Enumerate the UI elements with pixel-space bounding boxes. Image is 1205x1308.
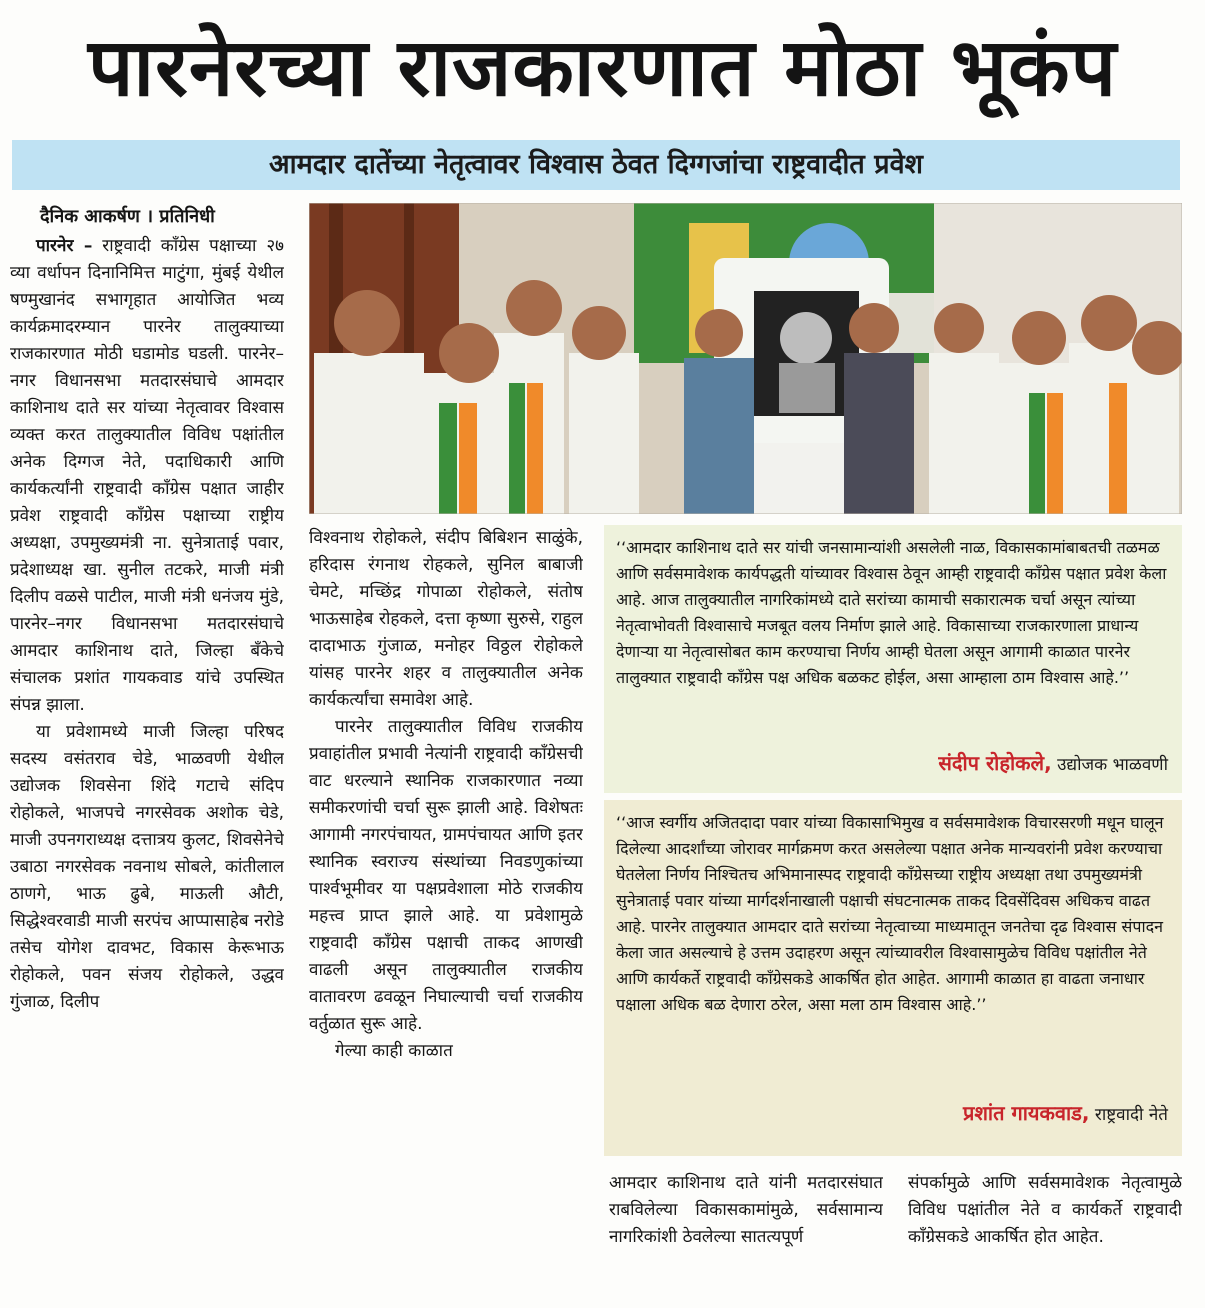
article-paragraph [10, 233, 284, 719]
subheadline-banner: आमदार दातेंच्या नेतृत्वावर विश्वास ठेवत दिग्गजांचा राष्ट्रवादीत प्रवेश [12, 140, 1180, 190]
byline: दैनिक आकर्षण । प्रतिनिधी [40, 206, 215, 227]
article-column-1 [10, 233, 284, 1299]
quote-text: ‘‘आमदार काशिनाथ दाते सर यांची जनसामान्यांशी असलेली नाळ, विकासकामांबाबतची तळमळ आणि सर्वसमावेशक कार्यपद्धती यांच्यावर विश्वास ठेवून आम्ही राष्ट्रवादी काँग्रेस पक्षात प्रवेश केला आहे. आज तालुक्यातील नागरिकांमध्ये दाते सरांच्या कामाची सकारात्मक चर्चा असून त्यांच्या नेतृत्वाभोवती विश्वासाचे मजबूत वलय निर्माण झाले आहे. विकासाच्या राजकारणाला प्राधान्य देणाऱ्या या नेतृत्वासोबत काम करण्याचा निर्णय आम्ही घेतला असून आगामी काळात पारनेर तालुक्यात राष्ट्रवादी काँग्रेस पक्ष अधिक बळकट होईल, असा आम्हाला ठाम विश्वास आहे.’’ [616, 538, 1167, 687]
dateline-place: पारनेर – [36, 236, 93, 256]
article-text: राष्ट्रवादी काँग्रेस पक्षाच्या २७ व्या वर्धापन दिनानिमित्त माटुंगा, मुंबई येथील षण्मुखानंद सभागृहात आयोजित भव्य कार्यक्रमादरम्यान पारनेर तालुक्याच्या राजकारणात मोठी घडामोड घडली. पारनेर–नगर विधानसभा मतदारसंघाचे आमदार काशिनाथ दाते सर यांच्या नेतृत्वावर विश्वास व्यक्त करत तालुक्यातील विविध पक्षांतील अनेक दिग्गज नेते, पदाधिकारी आणि कार्यकर्त्यांनी राष्ट्रवादी काँग्रेस पक्षात जाहीर प्रवेश राष्ट्रवादी काँग्रेस पक्षाच्या राष्ट्रीय अध्यक्षा, उपमुख्यमंत्री ना. सुनेत्राताई पवार, प्रदेशाध्यक्ष खा. सुनील तटकरे, माजी मंत्री दिलीप वळसे पाटील, माजी मंत्री धनंजय मुंडे, पारनेर–नगर विधानसभा मतदारसंघाचे आमदार काशिनाथ दाते, जिल्हा बँकेचे संचालक प्रशांत गायकवाड यांचे उपस्थित संपन्न झाला. [10, 236, 284, 715]
quote-signature [963, 1100, 1168, 1128]
article-paragraph: पारनेर तालुक्यातील विविध राजकीय प्रवाहांतील प्रभावी नेत्यांनी राष्ट्रवादी काँग्रेसची वाट धरल्याने स्थानिक राजकारणात नव्या समीकरणांची चर्चा सुरू झाली आहे. विशेषतः आगामी नगरपंचायत, ग्रामपंचायत आणि इतर स्थानिक स्वराज्य संस्थांच्या निवडणुकांच्या पार्श्वभूमीवर या पक्षप्रवेशाला मोठे राजकीय महत्त्व प्राप्त झाले आहे. या प्रवेशामुळे राष्ट्रवादी काँग्रेस पक्षाची ताकद आणखी वाढली असून तालुक्यातील राजकीय वातावरण ढवळून निघाल्याची चर्चा राजकीय वर्तुळात सुरू आहे. [309, 717, 583, 1034]
headline: पारनेरच्या राजकारणात मोठा भूकंप [87, 21, 1118, 114]
article-paragraph: संपर्कामुळे आणि सर्वसमावेशक नेतृत्वामुळे विविध पक्षांतील नेते व कार्यकर्ते राष्ट्रवादी काँग्रेसकडे आकर्षित होत आहेत. [908, 1173, 1182, 1247]
quote-author-name: संदीप रोहोकले, [938, 751, 1052, 775]
quote-signature [938, 750, 1168, 778]
article-column-2 [309, 525, 583, 1299]
article-column-4 [908, 1170, 1182, 1280]
group-photo-illustration [309, 203, 1182, 514]
quote-box-1 [604, 525, 1182, 793]
article-paragraph: या प्रवेशामध्ये माजी जिल्हा परिषद सदस्य वसंतराव चेडे, भाळवणी येथील उद्योजक शिवसेना शिंदे गटाचे संदिप रोहोकले, भाजपचे नगरसेवक अशोक चेडे, माजी उपनगराध्यक्ष दत्तात्रय कुलट, शिवसेनेचे उबाठा नगरसेवक नवनाथ सोबले, कांतीलाल ठाणगे, भाऊ ढुबे, माऊली औटी, सिद्धेश्वरवाडी माजी सरपंच आप्पासाहेब नरोडे तसेच योगेश दावभट, विकास केरूभाऊ रोहोकले, पवन संजय रोहोकले, उद्धव गुंजाळ, दिलीप [10, 722, 284, 1012]
article-column-3 [609, 1170, 883, 1280]
quote-box-2 [604, 800, 1182, 1156]
quote-author-role: उद्योजक भाळवणी [1051, 755, 1168, 775]
article-paragraph: आमदार काशिनाथ दाते यांनी मतदारसंघात राबविलेल्या विकासकामांमुळे, सर्वसामान्य नागरिकांशी ठेवलेल्या सातत्यपूर्ण [609, 1173, 883, 1247]
article-paragraph: गेल्या काही काळात [335, 1041, 453, 1061]
quote-author-role: राष्ट्रवादी नेते [1089, 1105, 1168, 1125]
event-photo [309, 203, 1182, 514]
article-paragraph: विश्वनाथ रोहोकले, संदीप बिबिशन साळुंके, हरिदास रंगनाथ रोहकले, सुनिल बाबाजी चेमटे, मच्छिंद्र गोपाळा रोहोकले, संतोष भाऊसाहेब रोहकले, दत्ता कृष्णा सुरुसे, राहुल दादाभाऊ गुंजाळ, मनोहर विठ्ठल रोहोकले यांसह पारनेर शहर व तालुक्यातील अनेक कार्यकर्त्यांचा समावेश आहे. [309, 528, 583, 710]
quote-author-name: प्रशांत गायकवाड, [962, 1101, 1090, 1125]
quote-text: ‘‘आज स्वर्गीय अजितदादा पवार यांच्या विकासाभिमुख व सर्वसमावेशक विचारसरणी मधून घालून दिलेल्या आदर्शांच्या जोरावर मार्गक्रमण करत असलेल्या पक्षात अनेक मान्यवरांनी प्रवेश करण्याचा घेतलेला निर्णय निश्चितच अभिमानास्पद राष्ट्रवादी काँग्रेसच्या राष्ट्रीय अध्यक्षा तथा उपमुख्यमंत्री सुनेत्राताई पवार यांच्या मार्गदर्शनाखाली पक्षाची संघटनात्मक ताकद दिवसेंदिवस अधिकच वाढत आहे. पारनेर तालुक्यात आमदार दाते सरांच्या नेतृत्वाच्या माध्यमातून जनतेचा दृढ विश्वास संपादन केला जात असल्याचे हे उत्तम उदाहरण असून त्यांच्यावरील विश्वासामुळेच विविध पक्षांतील नेते आणि कार्यकर्ते राष्ट्रवादी काँग्रेसकडे आकर्षित होत आहेत. आगामी काळात हा वाढता जनाधार पक्षाला अधिक बळ देणारा ठरेल, असा मला ठाम विश्वास आहे.’’ [616, 813, 1164, 1014]
